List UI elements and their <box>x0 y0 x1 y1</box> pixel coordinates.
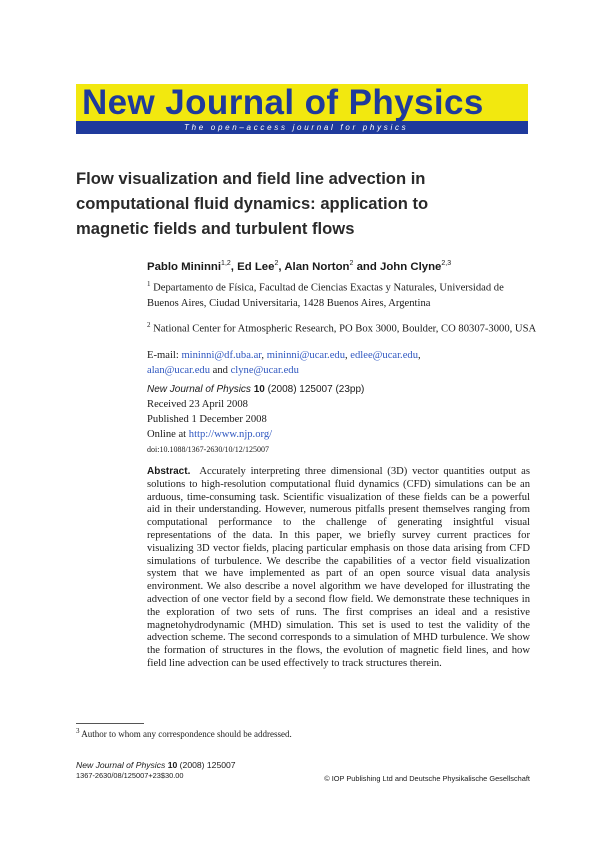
footnote <box>76 727 292 739</box>
online-url-link[interactable]: http://www.njp.org/ <box>188 429 273 440</box>
author-affil-sup: 1,2 <box>221 260 231 267</box>
author-affil-sup: 2,3 <box>441 260 452 267</box>
affiliation-sup: 1 <box>147 280 151 288</box>
email-link[interactable]: alan@ucar.edu <box>147 365 210 376</box>
journal-reference: New Journal of Physics 10 (2008) 125007 (23pp) <box>147 384 365 395</box>
email-link[interactable]: mininni@df.uba.ar <box>181 350 262 361</box>
email-link[interactable]: clyne@ucar.edu <box>230 365 299 376</box>
abstract <box>147 466 530 671</box>
journal-name: New Journal of Physics <box>76 84 528 121</box>
article-title: Flow visualization and field line advection in computational fluid dynamics: application to magnetic fields and turbulent flows <box>76 169 429 238</box>
doi: doi:10.1088/1367-2630/10/12/125007 <box>147 445 269 454</box>
author-separator: , <box>278 260 285 273</box>
author-name: Alan Norton <box>284 260 350 273</box>
footer-copyright: © IOP Publishing Ltd and Deutsche Physikalische Gesellschaft <box>324 774 530 783</box>
footer-issn: 1367-2630/08/125007+23$30.00 <box>76 771 184 780</box>
affiliation-2 <box>147 318 537 337</box>
author-list <box>147 260 451 273</box>
email-link[interactable]: mininni@ucar.edu <box>266 350 345 361</box>
footnote-rule <box>76 723 144 724</box>
page-footer <box>76 760 530 783</box>
author-name: John Clyne <box>380 260 442 273</box>
affiliation-text: National Center for Atmospheric Research, PO Box 3000, Boulder, CO 80307-3000, USA <box>153 323 537 335</box>
online-line: Online at http://www.njp.org/ <box>147 429 273 440</box>
received-date: Received 23 April 2008 <box>147 399 248 410</box>
email-link[interactable]: edlee@ucar.edu <box>350 350 418 361</box>
footnote-sup: 3 <box>76 727 80 735</box>
journal-tagline: The open–access journal for physics <box>76 121 528 134</box>
footer-journal-ref: New Journal of Physics 10 (2008) 125007 <box>76 760 236 770</box>
affiliation-text: Departamento de Física, Facultad de Ciencias Exactas y Naturales, Universidad de Buenos Aires, Ciudad Universitaria, 1428 Buenos Aires, Argentina <box>147 282 504 309</box>
abstract-text: Accurately interpreting three dimensional (3D) vector quantities output as solutions to high-resolution computational fluid dynamics (CFD) simulations can be an arduous, time-consuming task. Scientific visualization of these fields can be a powerful aid in their understanding. However, numerous pitfalls present themselves ranging from computational performance to the challenge of generating insightful visual representations of the data. In this paper, we briefly survey current practices for visualizing 3D vector fields, placing particular emphasis on those data arising from CFD simulations of turbulence. We describe the capabilities of a vector field visualization system that we have implemented as part of an open source visual data analysis environment. We also describe a novel algorithm we have developed for illustrating the advection of one vector field by a second flow field. We demonstrate these techniques in the exploration of two sets of runs. The first comprises an ideal and a resistive magnetohydrodynamic (MHD) simulation. This set is used to test the validity of the advection scheme. The second corresponds to a simulation of MHD turbulence. We show the formation of structures in the flows, the evolution of magnetic field lines, and how field line advection can be used effectively to track structures therein. <box>147 466 530 669</box>
abstract-label: Abstract. <box>147 466 191 477</box>
publication-info <box>147 382 364 457</box>
journal-banner <box>76 84 528 134</box>
author-separator: , <box>230 260 238 273</box>
author-name: Ed Lee <box>237 260 275 273</box>
footnote-text: Author to whom any correspondence should be addressed. <box>81 729 292 739</box>
author-separator: and <box>353 260 380 273</box>
author-affil-sup: 2 <box>274 260 279 267</box>
affiliation-sup: 2 <box>147 321 151 329</box>
affiliation-1 <box>147 277 537 311</box>
published-date: Published 1 December 2008 <box>147 414 267 425</box>
author-affil-sup: 2 <box>349 260 354 267</box>
email-label: E-mail: <box>147 350 179 361</box>
email-list: E-mail: mininni@df.uba.ar, mininni@ucar.edu, edlee@ucar.edu, alan@ucar.edu and clyne@ucar.edu <box>147 350 421 376</box>
author-name: Pablo Mininni <box>147 260 222 273</box>
